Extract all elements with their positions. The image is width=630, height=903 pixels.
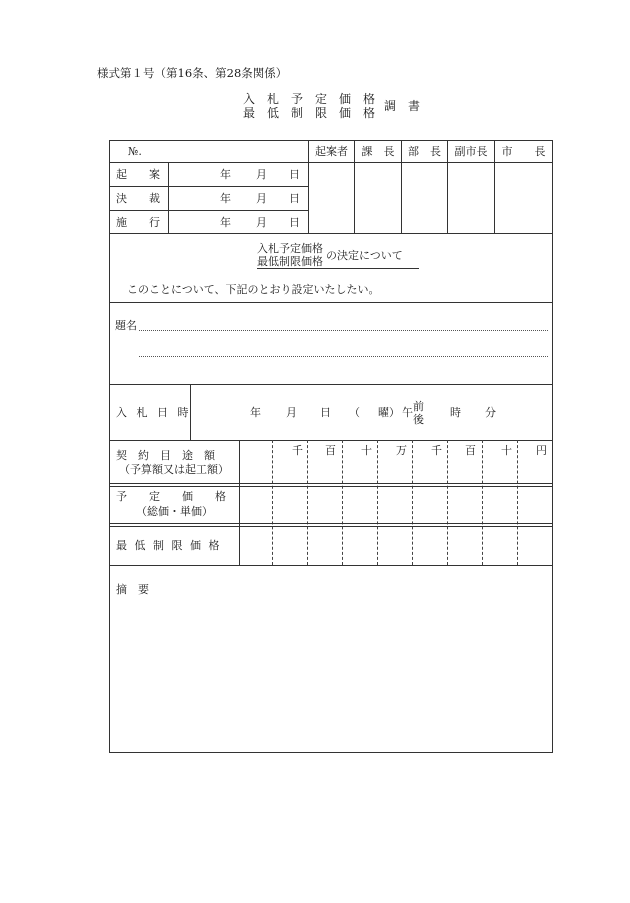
unit-ten-2: 十 [501,444,512,457]
remarks-label: 摘 要 [116,583,149,596]
row-label-decision: 決 裁 [116,192,160,205]
planned-price-sublabel: （総価・単価） [136,505,213,518]
row-label-enforce: 施 行 [116,216,160,229]
draft-year: 年 [220,168,231,181]
title-suffix: 調 書 [384,99,421,113]
draft-month: 月 [256,168,267,181]
bid-ampm-prefix: 午 [402,406,413,419]
unit-hundred-1: 百 [325,444,336,457]
decision-month: 月 [256,192,267,205]
approver-col-mayor: 市 長 [501,145,546,158]
bid-day: 日 [320,406,331,419]
approver-col-section-chief: 課 長 [361,145,395,158]
decision-day: 日 [289,192,300,205]
subject-body: このことについて、下記のとおり設定いたしたい。 [127,283,380,296]
no-label: №. [128,145,142,158]
unit-man: 万 [396,444,407,457]
form-number: 様式第１号（第16条、第28条関係） [97,66,288,80]
bid-year: 年 [250,406,261,419]
subject-suffix: の決定について [326,249,403,262]
topic-input-line-1[interactable] [139,330,548,331]
unit-thousand-2: 千 [431,444,442,457]
planned-price-label: 予 定 価 格 [116,490,226,503]
subject-line-1: 入札予定価格 [257,242,323,255]
approver-col-deputy-mayor: 副市長 [454,145,488,158]
unit-ten-1: 十 [361,444,372,457]
bid-month: 月 [286,406,297,419]
bid-hour: 時 [450,406,461,419]
min-price-label: 最 低 制 限 価 格 [116,539,222,552]
decision-year: 年 [220,192,231,205]
subject-line-2: 最低制限価格 [257,255,323,268]
approver-col-director: 部 長 [408,145,441,158]
unit-yen: 円 [536,444,547,457]
enforce-year: 年 [220,216,231,229]
bid-minute: 分 [485,406,496,419]
bid-weekday-close: 曜） [378,406,400,419]
enforce-day: 日 [289,216,300,229]
bid-pm: 後 [413,413,424,426]
approver-col-author: 起案者 [315,145,348,158]
contract-amount-sublabel: （予算額又は起工額） [119,463,229,476]
title-line-2: 最 低 制 限 価 格 [243,106,376,120]
topic-input-line-2[interactable] [139,356,548,357]
bid-weekday-open: （ [349,406,360,419]
title-line-1: 入 札 予 定 価 格 [243,92,376,106]
bid-am: 前 [413,400,424,413]
contract-amount-label: 契 約 目 途 額 [116,449,215,462]
topic-label: 題名 [115,319,137,332]
unit-thousand-1: 千 [292,444,303,457]
row-label-draft: 起 案 [116,168,160,181]
bid-date-label: 入 札 日 時 [116,406,192,419]
enforce-month: 月 [256,216,267,229]
draft-day: 日 [289,168,300,181]
unit-hundred-2: 百 [465,444,476,457]
